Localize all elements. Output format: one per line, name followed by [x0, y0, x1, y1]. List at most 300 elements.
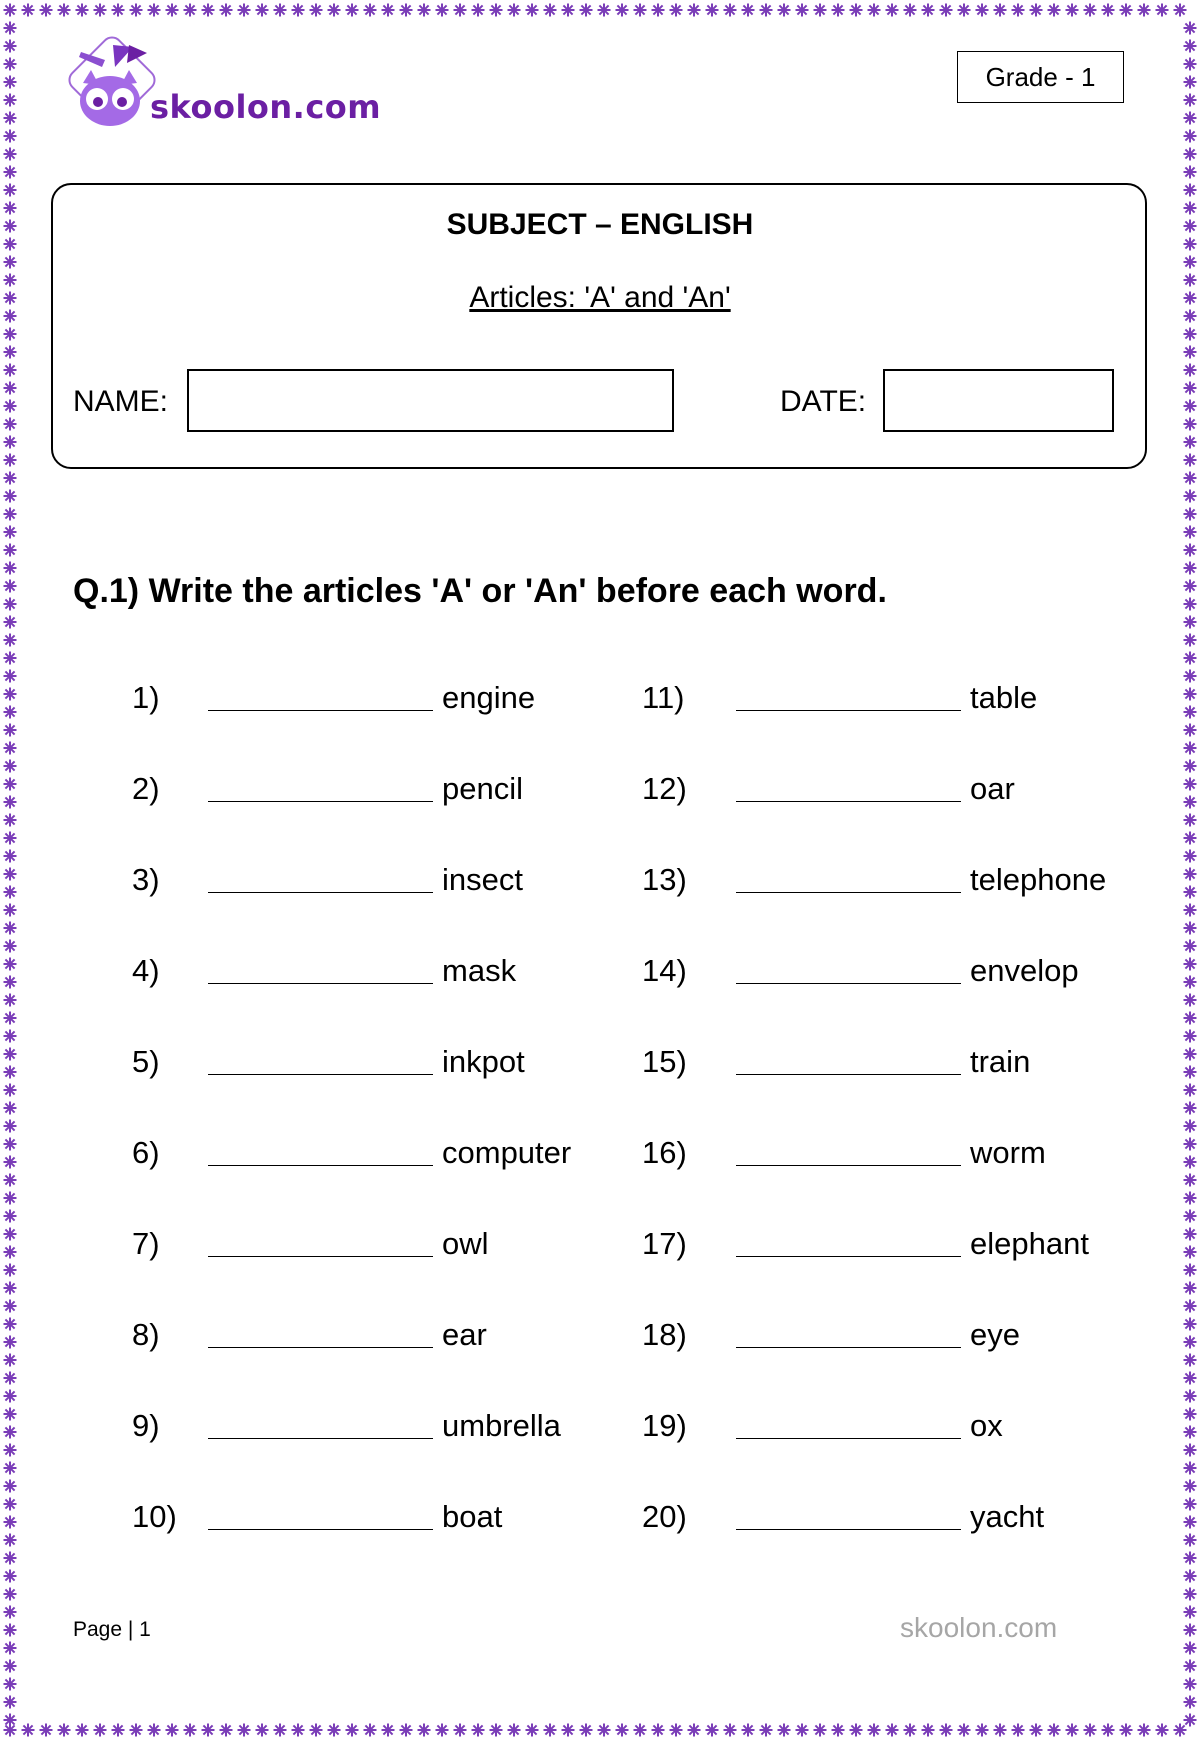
star-icon	[1184, 940, 1197, 953]
star-icon	[1184, 1660, 1197, 1673]
star-icon	[4, 1624, 17, 1637]
item-word: yacht	[970, 1499, 1045, 1534]
star-icon	[4, 1480, 17, 1493]
star-icon	[184, 4, 197, 17]
star-icon	[202, 1724, 215, 1737]
star-icon	[562, 4, 575, 17]
star-icon	[274, 1724, 287, 1737]
star-icon	[76, 1724, 89, 1737]
star-icon	[310, 4, 323, 17]
item-number: 20)	[642, 1499, 687, 1534]
star-icon	[1184, 1300, 1197, 1313]
star-icon	[1184, 1102, 1197, 1115]
star-icon	[1184, 400, 1197, 413]
item-number: 12)	[642, 771, 687, 806]
star-icon	[1030, 1724, 1043, 1737]
star-icon	[544, 4, 557, 17]
star-icon	[1184, 544, 1197, 557]
star-icon	[850, 4, 863, 17]
star-icon	[148, 1724, 161, 1737]
item-number: 9)	[132, 1408, 160, 1443]
answer-blank[interactable]	[736, 1135, 961, 1166]
star-icon	[706, 4, 719, 17]
star-icon	[1184, 724, 1197, 737]
star-icon	[1184, 148, 1197, 161]
item-number: 2)	[132, 771, 160, 806]
item-number: 14)	[642, 953, 687, 988]
star-icon	[1156, 1724, 1169, 1737]
star-icon	[4, 634, 17, 647]
star-icon	[742, 4, 755, 17]
star-icon	[1030, 4, 1043, 17]
star-icon	[886, 4, 899, 17]
star-icon	[1120, 1724, 1133, 1737]
star-icon	[4, 1462, 17, 1475]
star-icon	[1184, 1120, 1197, 1133]
star-icon	[1184, 814, 1197, 827]
star-icon	[472, 1724, 485, 1737]
star-icon	[4, 1084, 17, 1097]
star-icon	[4, 526, 17, 539]
item-number: 6)	[132, 1135, 160, 1170]
star-icon	[724, 4, 737, 17]
star-icon	[202, 4, 215, 17]
item-number: 1)	[132, 680, 160, 715]
star-icon	[4, 1174, 17, 1187]
star-icon	[1184, 418, 1197, 431]
date-label: DATE:	[780, 385, 867, 418]
star-icon	[670, 1724, 683, 1737]
star-icon	[1184, 166, 1197, 179]
star-icon	[364, 4, 377, 17]
star-icon	[1048, 1724, 1061, 1737]
exercise-item	[0, 1317, 1200, 1357]
star-icon	[1084, 1724, 1097, 1737]
topic-title	[0, 281, 1200, 315]
star-icon	[1184, 454, 1197, 467]
star-icon	[922, 4, 935, 17]
name-label: NAME:	[73, 385, 169, 418]
item-word: worm	[970, 1135, 1046, 1170]
star-icon	[1184, 652, 1197, 665]
star-icon	[4, 454, 17, 467]
star-icon	[1174, 1724, 1187, 1737]
star-icon	[796, 1724, 809, 1737]
star-icon	[472, 4, 485, 17]
star-icon	[526, 4, 539, 17]
star-icon	[1184, 832, 1197, 845]
star-icon	[418, 4, 431, 17]
logo-text: skoolon.com	[150, 88, 382, 126]
star-icon	[4, 1724, 17, 1737]
star-icon	[1184, 346, 1197, 359]
item-number: 16)	[642, 1135, 687, 1170]
star-icon	[994, 4, 1007, 17]
star-icon	[1184, 40, 1197, 53]
star-icon	[1184, 490, 1197, 503]
star-icon	[1102, 4, 1115, 17]
star-icon	[4, 76, 17, 89]
star-icon	[1184, 1174, 1197, 1187]
star-icon	[598, 4, 611, 17]
star-icon	[454, 4, 467, 17]
star-icon	[1184, 1192, 1197, 1205]
star-icon	[1184, 508, 1197, 521]
exercise-item	[0, 680, 1200, 720]
star-icon	[562, 1724, 575, 1737]
star-icon	[508, 1724, 521, 1737]
star-icon	[382, 1724, 395, 1737]
star-icon	[1184, 904, 1197, 917]
star-icon	[4, 58, 17, 71]
exercise-item	[0, 1135, 1200, 1175]
star-icon	[1102, 1724, 1115, 1737]
star-icon	[4, 94, 17, 107]
star-icon	[868, 1724, 881, 1737]
star-icon	[1184, 742, 1197, 755]
star-icon	[4, 1678, 17, 1691]
star-icon	[742, 1724, 755, 1737]
star-icon	[1184, 1678, 1197, 1691]
star-icon	[454, 1724, 467, 1737]
star-icon	[4, 742, 17, 755]
star-icon	[616, 4, 629, 17]
grade-label: Grade - 1	[985, 61, 1096, 92]
star-icon	[1184, 1210, 1197, 1223]
star-icon	[1184, 1588, 1197, 1601]
star-icon	[4, 832, 17, 845]
star-icon	[328, 1724, 341, 1737]
star-icon	[4, 1030, 17, 1043]
star-icon	[4, 1282, 17, 1295]
star-icon	[814, 1724, 827, 1737]
exercise-item	[0, 862, 1200, 902]
star-icon	[886, 1724, 899, 1737]
item-word: umbrella	[442, 1408, 561, 1443]
star-icon	[4, 1588, 17, 1601]
star-icon	[1156, 4, 1169, 17]
star-icon	[1066, 4, 1079, 17]
star-icon	[22, 1724, 35, 1737]
star-icon	[184, 1724, 197, 1737]
star-icon	[4, 1552, 17, 1565]
item-number: 3)	[132, 862, 160, 897]
star-icon	[40, 4, 53, 17]
star-icon	[4, 1390, 17, 1403]
star-icon	[1184, 382, 1197, 395]
star-icon	[4, 580, 17, 593]
star-icon	[1184, 634, 1197, 647]
subject-title: SUBJECT – ENGLISH	[446, 208, 754, 241]
star-icon	[4, 472, 17, 485]
item-word: engine	[442, 680, 536, 715]
star-icon	[1184, 562, 1197, 575]
star-icon	[976, 4, 989, 17]
star-icon	[4, 724, 17, 737]
item-number: 10)	[132, 1499, 177, 1534]
star-icon	[4, 1210, 17, 1223]
answer-blank[interactable]	[736, 1499, 961, 1530]
star-icon	[4, 1012, 17, 1025]
star-icon	[670, 4, 683, 17]
star-icon	[22, 4, 35, 17]
star-icon	[1120, 4, 1133, 17]
star-icon	[166, 1724, 179, 1737]
star-icon	[994, 1724, 1007, 1737]
answer-blank[interactable]	[736, 1044, 961, 1075]
star-icon	[1184, 1462, 1197, 1475]
star-icon	[418, 1724, 431, 1737]
star-icon	[364, 1724, 377, 1737]
exercise-item	[0, 1044, 1200, 1084]
star-icon	[760, 1724, 773, 1737]
star-icon	[4, 1570, 17, 1583]
grade-badge	[957, 51, 1124, 103]
star-icon	[1184, 1390, 1197, 1403]
item-word: ox	[970, 1408, 1003, 1443]
star-icon	[1184, 850, 1197, 863]
star-icon	[1138, 1724, 1151, 1737]
star-icon	[40, 1724, 53, 1737]
star-icon	[1184, 580, 1197, 593]
star-icon	[868, 4, 881, 17]
star-icon	[1184, 526, 1197, 539]
star-icon	[1184, 1624, 1197, 1637]
star-icon	[1184, 1012, 1197, 1025]
star-icon	[4, 1300, 17, 1313]
item-word: pencil	[442, 771, 523, 806]
star-icon	[832, 4, 845, 17]
star-icon	[4, 40, 17, 53]
star-icon	[814, 4, 827, 17]
star-icon	[4, 1606, 17, 1619]
star-icon	[112, 4, 125, 17]
star-icon	[292, 1724, 305, 1737]
star-icon	[1184, 1282, 1197, 1295]
item-word: owl	[442, 1226, 489, 1261]
item-number: 7)	[132, 1226, 160, 1261]
star-icon	[4, 364, 17, 377]
star-icon	[4, 22, 17, 35]
star-icon	[274, 4, 287, 17]
star-icon	[4, 616, 17, 629]
star-icon	[382, 4, 395, 17]
star-icon	[1184, 1030, 1197, 1043]
star-icon	[1184, 22, 1197, 35]
star-icon	[292, 4, 305, 17]
star-icon	[1184, 112, 1197, 125]
star-icon	[544, 1724, 557, 1737]
answer-blank[interactable]	[736, 953, 961, 984]
star-icon	[4, 850, 17, 863]
star-icon	[1184, 1642, 1197, 1655]
star-icon	[346, 4, 359, 17]
star-icon	[1184, 598, 1197, 611]
item-number: 18)	[642, 1317, 687, 1352]
star-icon	[256, 4, 269, 17]
item-number: 4)	[132, 953, 160, 988]
star-icon	[166, 4, 179, 17]
page-number: Page | 1	[73, 1618, 151, 1641]
star-icon	[4, 994, 17, 1007]
star-icon	[1184, 1372, 1197, 1385]
item-word: table	[970, 680, 1038, 715]
star-icon	[850, 1724, 863, 1737]
star-icon	[688, 1724, 701, 1737]
star-icon	[652, 1724, 665, 1737]
star-icon	[4, 1102, 17, 1115]
star-icon	[4, 112, 17, 125]
answer-blank[interactable]	[736, 771, 961, 802]
star-icon	[1184, 364, 1197, 377]
star-icon	[580, 4, 593, 17]
star-icon	[238, 1724, 251, 1737]
star-icon	[1184, 1570, 1197, 1583]
star-icon	[1138, 4, 1151, 17]
star-icon	[778, 4, 791, 17]
star-icon	[4, 1642, 17, 1655]
star-icon	[976, 1724, 989, 1737]
star-icon	[904, 4, 917, 17]
star-icon	[346, 1724, 359, 1737]
star-icon	[1184, 472, 1197, 485]
exercise-item	[0, 1226, 1200, 1266]
exercise-item	[0, 771, 1200, 811]
star-icon	[1184, 130, 1197, 143]
star-icon	[1174, 4, 1187, 17]
star-icon	[490, 4, 503, 17]
star-icon	[4, 1714, 17, 1727]
star-icon	[904, 1724, 917, 1737]
answer-blank[interactable]	[736, 680, 961, 711]
star-icon	[598, 1724, 611, 1737]
item-word: mask	[442, 953, 517, 988]
star-icon	[1184, 1606, 1197, 1619]
star-icon	[4, 184, 17, 197]
star-icon	[400, 4, 413, 17]
item-word: telephone	[970, 862, 1107, 897]
name-field[interactable]	[187, 369, 674, 432]
item-word: elephant	[970, 1226, 1089, 1261]
date-field[interactable]	[883, 369, 1114, 432]
star-icon	[148, 4, 161, 17]
star-icon	[832, 1724, 845, 1737]
star-icon	[1184, 1714, 1197, 1727]
star-icon	[220, 1724, 233, 1737]
star-icon	[652, 4, 665, 17]
star-icon	[688, 4, 701, 17]
star-icon	[1184, 922, 1197, 935]
star-icon	[4, 652, 17, 665]
star-icon	[1066, 1724, 1079, 1737]
star-icon	[1184, 1552, 1197, 1565]
star-icon	[634, 1724, 647, 1737]
star-icon	[4, 490, 17, 503]
star-icon	[1184, 436, 1197, 449]
star-icon	[94, 1724, 107, 1737]
star-icon	[220, 4, 233, 17]
star-icon	[4, 4, 17, 17]
star-icon	[310, 1724, 323, 1737]
star-icon	[4, 904, 17, 917]
star-icon	[328, 4, 341, 17]
star-icon	[1184, 58, 1197, 71]
star-icon	[4, 256, 17, 269]
star-icon	[634, 4, 647, 17]
answer-blank[interactable]	[736, 1226, 961, 1257]
star-icon	[4, 436, 17, 449]
star-icon	[4, 1660, 17, 1673]
answer-blank[interactable]	[736, 862, 961, 893]
exercise-item	[0, 953, 1200, 993]
star-icon	[724, 1724, 737, 1737]
star-icon	[4, 130, 17, 143]
item-number: 5)	[132, 1044, 160, 1079]
exercise-item	[0, 1499, 1200, 1539]
star-icon	[130, 4, 143, 17]
answer-blank[interactable]	[736, 1408, 961, 1439]
star-icon	[436, 1724, 449, 1737]
star-icon	[1184, 994, 1197, 1007]
star-icon	[1048, 4, 1061, 17]
star-icon	[4, 562, 17, 575]
item-number: 19)	[642, 1408, 687, 1443]
star-icon	[1184, 1696, 1197, 1709]
star-icon	[238, 4, 251, 17]
star-icon	[4, 418, 17, 431]
item-number: 8)	[132, 1317, 160, 1352]
star-icon	[1184, 76, 1197, 89]
star-icon	[4, 598, 17, 611]
star-icon	[436, 4, 449, 17]
star-icon	[958, 4, 971, 17]
star-icon	[4, 166, 17, 179]
star-icon	[256, 1724, 269, 1737]
star-icon	[1184, 94, 1197, 107]
star-icon	[4, 544, 17, 557]
star-icon	[940, 4, 953, 17]
star-icon	[1184, 184, 1197, 197]
star-icon	[4, 1696, 17, 1709]
footer-brand: skoolon.com	[900, 1612, 1058, 1643]
star-icon	[706, 1724, 719, 1737]
answer-blank[interactable]	[736, 1317, 961, 1348]
star-icon	[4, 1120, 17, 1133]
question-heading: Q.1) Write the articles 'A' or 'An' before each word.	[73, 572, 887, 610]
item-word: insect	[442, 862, 523, 897]
star-icon	[58, 4, 71, 17]
item-word: eye	[970, 1317, 1020, 1352]
star-icon	[1184, 1084, 1197, 1097]
star-icon	[490, 1724, 503, 1737]
star-icon	[4, 922, 17, 935]
star-icon	[4, 1372, 17, 1385]
item-word: ear	[442, 1317, 487, 1352]
item-word: oar	[970, 771, 1015, 806]
star-icon	[4, 148, 17, 161]
star-icon	[4, 940, 17, 953]
star-icon	[958, 1724, 971, 1737]
item-number: 15)	[642, 1044, 687, 1079]
star-icon	[4, 346, 17, 359]
star-icon	[922, 1724, 935, 1737]
topic-text: Articles: 'A' and 'An'	[469, 281, 731, 314]
star-icon	[4, 328, 17, 341]
star-icon	[76, 4, 89, 17]
star-icon	[580, 1724, 593, 1737]
star-icon	[112, 1724, 125, 1737]
item-number: 11)	[642, 680, 685, 715]
